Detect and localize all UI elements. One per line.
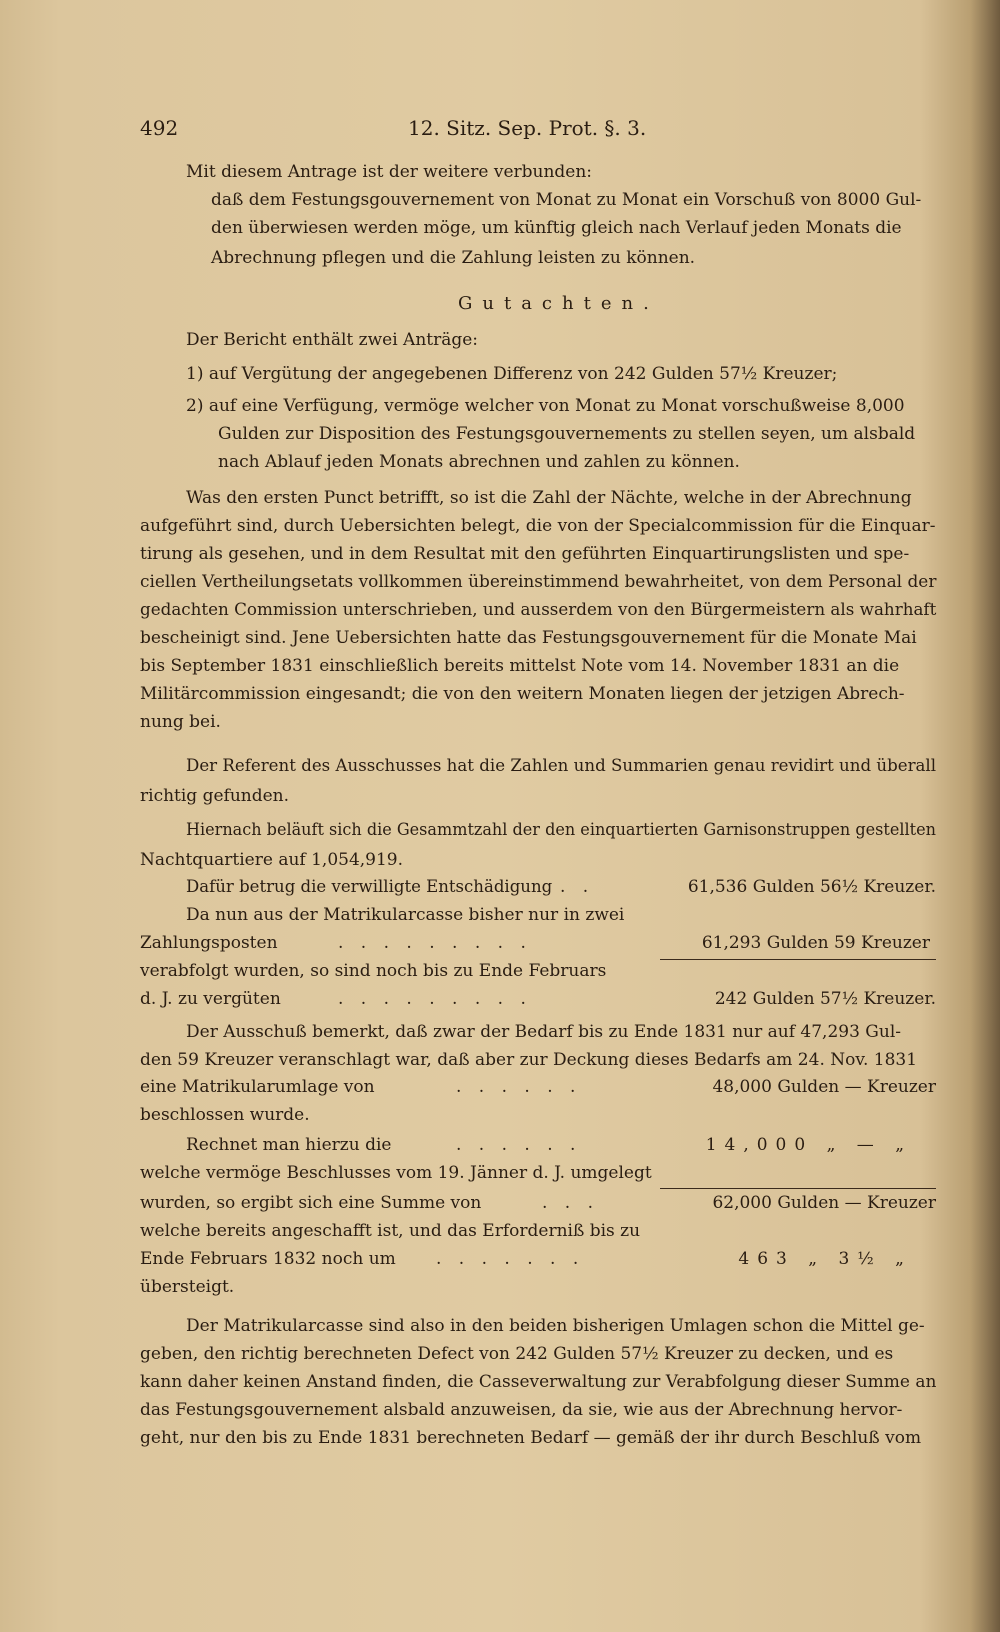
text-line: den 59 Kreuzer veranschlagt war, daß aber zur Deckung dieses Bedarfs am 24. Nov. 1831 [140,1050,918,1070]
calc-row [140,932,936,954]
text-line: Der Ausschuß bemerkt, daß zwar der Bedarf bis zu Ende 1831 nur auf 47,293 Gul- [186,1022,902,1042]
calc-row [140,1276,936,1298]
dot-leader: . . . . . . . [436,1249,585,1269]
calc-row [140,876,936,898]
sum-rule [660,1188,936,1189]
text-line: geben, den richtig berechneten Defect von 242 Gulden 57½ Kreuzer zu decken, und es [140,1344,894,1364]
text-line: tirung als gesehen, und in dem Resultat mit den geführten Einquartirungslisten und spe- [140,544,910,564]
calc-label: verabfolgt wurden, so sind noch bis zu Ende Februars [140,961,607,981]
calc-label: beschlossen wurde. [140,1105,310,1125]
calc-label: d. J. zu vergüten [140,989,281,1009]
text-line: nung bei. [140,712,221,732]
calc-row [140,1192,936,1214]
dot-leader: . . . . . . . . . [338,989,532,1009]
calc-value: 62,000 Gulden — Kreuzer [712,1193,936,1213]
text-line: Hiernach beläuft sich die Gesammtzahl der den einquartierten Garnisonstruppen gestellten [186,820,936,840]
text-line: Was den ersten Punct betrifft, so ist die Zahl der Nächte, welche in der Abrechnung [186,488,912,508]
text-line: Nachtquartiere auf 1,054,919. [140,850,404,870]
calc-value: 61,293 Gulden 59 Kreuzer [701,933,930,953]
text-line: ciellen Vertheilungsetats vollkommen übereinstimmend bewahrheitet, von dem Personal der [140,572,937,592]
dot-leader: . . . . . . [456,1135,582,1155]
calc-value: 242 Gulden 57½ Kreuzer. [714,989,936,1009]
calc-label: Ende Februars 1832 noch um [140,1249,396,1269]
calc-row [140,1076,936,1098]
calc-value: 61,536 Gulden 56½ Kreuzer. [687,877,936,897]
text-line: richtig gefunden. [140,786,290,806]
calc-value: 463 „ 3½ „ [738,1249,912,1269]
text-line: Der Bericht enthält zwei Anträge: [186,330,479,350]
text-line: Der Matrikularcasse sind also in den beiden bisherigen Umlagen schon die Mittel ge- [186,1316,925,1336]
text-line: Abrechnung pflegen und die Zahlung leisten zu können. [211,248,696,268]
calc-label: übersteigt. [140,1277,235,1297]
dot-leader: . . . [542,1193,600,1213]
calc-row [140,1162,936,1184]
calc-label: wurden, so ergibt sich eine Summe von [140,1193,482,1213]
calc-row [140,1134,936,1156]
running-title: 12. Sitz. Sep. Prot. §. 3. [408,116,647,140]
calc-label: Rechnet man hierzu die [186,1135,392,1155]
calc-row [140,988,936,1010]
calc-label: Dafür betrug die verwilligte Entschädigung [186,877,553,897]
dot-leader: . . [560,877,595,897]
antrag-2-line: nach Ablauf jeden Monats abrechnen und zahlen zu können. [218,452,740,472]
text-line: das Festungsgouvernement alsbald anzuweisen, da sie, wie aus der Abrechnung hervor- [140,1400,903,1420]
antrag-2-line: 2) auf eine Verfügung, vermöge welcher von Monat zu Monat vorschußweise 8,000 [186,396,905,416]
dot-leader: . . . . . . [456,1077,582,1097]
calc-label: eine Matrikularumlage von [140,1077,375,1097]
dot-leader: . . . . . . . . . [338,933,532,953]
text-line: Der Referent des Ausschusses hat die Zahlen und Summarien genau revidirt und überall [186,756,937,776]
text-line: aufgeführt sind, durch Uebersichten belegt, die von der Specialcommission für die Einquar- [140,516,936,536]
calc-label: Zahlungsposten [140,933,278,953]
calc-value: 14,000 „ — „ [705,1135,912,1155]
calc-row [140,1248,936,1270]
text-line: bis September 1831 einschließlich bereits mittelst Note vom 14. November 1831 an die [140,656,900,676]
text-line: den überwiesen werden möge, um künftig gleich nach Verlauf jeden Monats die [211,218,902,238]
calc-label: Da nun aus der Matrikularcasse bisher nur in zwei [186,905,625,925]
calc-row [140,1104,936,1126]
antrag-2-line: Gulden zur Disposition des Festungsgouvernements zu stellen seyen, um alsbald [218,424,916,444]
calc-label: welche bereits angeschafft ist, und das Erforderniß bis zu [140,1221,641,1241]
calc-value: 48,000 Gulden — Kreuzer [712,1077,936,1097]
page-number: 492 [140,116,179,140]
text-line: Militärcommission eingesandt; die von den weitern Monaten liegen der jetzigen Abrech- [140,684,905,704]
calc-label: welche vermöge Beschlusses vom 19. Jänner d. J. umgelegt [140,1163,652,1183]
text-line: bescheinigt sind. Jene Uebersichten hatte das Festungsgouvernement für die Monate Mai [140,628,917,648]
text-line: gedachten Commission unterschrieben, und ausserdem von den Bürgermeistern als wahrhaft [140,600,937,620]
text-line: Mit diesem Antrage ist der weitere verbunden: [186,162,593,182]
calc-row [140,904,936,926]
calc-row [140,960,936,982]
section-heading: Gutachten. [458,293,659,314]
text-line: geht, nur den bis zu Ende 1831 berechneten Bedarf — gemäß der ihr durch Beschluß vom [140,1428,922,1448]
text-line: daß dem Festungsgouvernement von Monat zu Monat ein Vorschuß von 8000 Gul- [211,190,922,210]
antrag-1: 1) auf Vergütung der angegebenen Differenz von 242 Gulden 57½ Kreuzer; [186,364,838,384]
text-line: kann daher keinen Anstand finden, die Casseverwaltung zur Verabfolgung dieser Summe an [140,1372,937,1392]
calc-row [140,1220,936,1242]
